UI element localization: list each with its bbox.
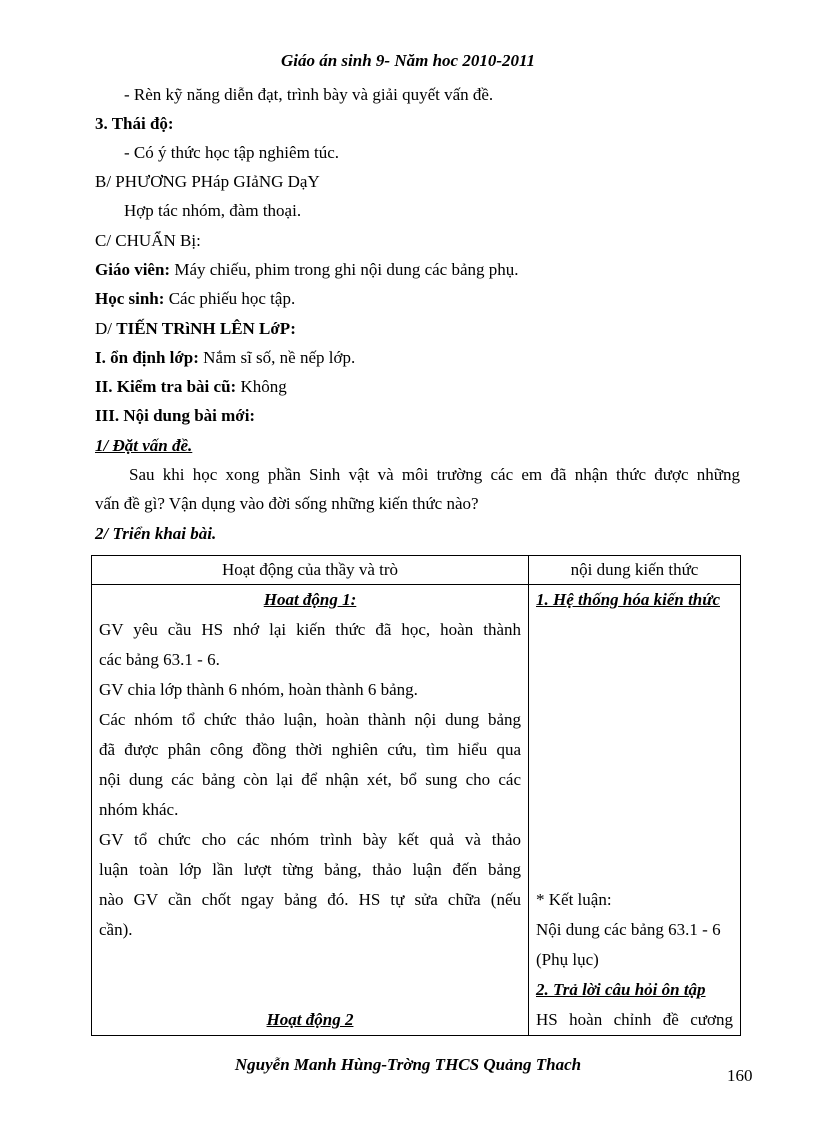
process-heading-prefix: D/ [95, 319, 117, 338]
act1-line: luận toàn lớp lần lượt từng bảng, thảo luận đến bảng [99, 860, 521, 879]
step1-text: Nắm sĩ số, nề nếp lớp. [198, 348, 356, 367]
intro-paragraph-line1: Sau khi học xong phần Sinh vật và môi trường các em đã nhận thức được những [129, 465, 740, 484]
page-number: 160 [727, 1066, 753, 1085]
act1-line: Các nhóm tổ chức thảo luận, hoàn thành nội dung bảng [99, 710, 521, 729]
act1-line: GV chia lớp thành 6 nhóm, hoàn thành 6 bảng. [99, 680, 418, 699]
act1-line: cần). [99, 920, 133, 939]
page-footer: Nguyễn Manh Hùng-Trờng THCS Quảng Thach [234, 1055, 582, 1074]
section1-title: 1. Hệ thống hóa kiến thức [536, 590, 720, 609]
conclusion-label: * Kết luận: [536, 890, 612, 909]
act1-line: GV yêu cầu HS nhớ lại kiến thức đã học, hoàn thành [99, 620, 521, 639]
act1-line: nội dung các bảng còn lại để nhận xét, bổ sung cho các [99, 770, 521, 789]
intro-paragraph-line2: vấn đề gì? Vận dụng vào đời sống những kiến thức nào? [95, 494, 479, 513]
prep-heading: C/ CHUẨN Bị: [95, 231, 201, 250]
act1-line: GV tổ chức cho các nhóm trình bày kết quả và thảo [99, 830, 521, 849]
page-header: Giáo án sinh 9- Năm hoc 2010-2011 [280, 51, 536, 70]
knowledge-cell [529, 585, 741, 1036]
process-heading [95, 319, 296, 339]
col2-header: nội dung kiến thức [529, 556, 741, 585]
act2-title: Hoạt động 2 [266, 1010, 354, 1029]
deploy-heading: 2/ Triển khai bài. [95, 524, 217, 543]
attitude-line: - Có ý thức học tập nghiêm túc. [124, 143, 340, 162]
teacher-text: Máy chiếu, phim trong ghi nội dung các bảng phụ. [170, 260, 519, 279]
method-line: Hợp tác nhóm, đàm thoại. [124, 201, 302, 220]
skills-line: - Rèn kỹ năng diễn đạt, trình bày và giải quyết vấn đề. [124, 85, 494, 104]
student-line [95, 289, 295, 309]
section2-text: HS hoàn chỉnh đề cương [536, 1010, 733, 1029]
act1-line: đã được phân công đồng thời nghiên cứu, tìm hiểu qua [99, 740, 521, 759]
act1-line: các bảng 63.1 - 6. [99, 650, 220, 669]
act1-line: nhóm khác. [99, 800, 179, 819]
teacher-line [95, 260, 519, 280]
method-heading: B/ PHƯƠNG PHáp GIảNG DạY [95, 172, 320, 191]
process-heading-text: TIẾN TRìNH LÊN LớP: [116, 319, 296, 338]
act1-line: nào GV cần chốt ngay bảng đó. HS tự sửa chữa (nếu [99, 890, 521, 909]
step2-label: II. Kiểm tra bài cũ: [95, 377, 237, 396]
conclusion-line: Nội dung các bảng 63.1 - 6 [536, 920, 721, 939]
col1-header: Hoạt động của thầy và trò [92, 556, 529, 585]
table-row [92, 585, 741, 1036]
conclusion-line: (Phụ lục) [536, 950, 599, 969]
student-text: Các phiếu học tập. [164, 289, 296, 308]
step3-heading: III. Nội dung bài mới: [95, 406, 256, 425]
step1-line [95, 348, 355, 368]
lesson-table [91, 555, 741, 1036]
attitude-heading: 3. Thái độ: [95, 114, 174, 133]
activities-cell [92, 585, 529, 1036]
table-header-row [92, 556, 741, 585]
student-label: Học sinh: [95, 289, 165, 308]
section2-title: 2. Trả lời câu hỏi ôn tập [536, 980, 706, 999]
step2-line [95, 377, 287, 397]
step1-label: I. ổn định lớp: [95, 348, 199, 367]
teacher-label: Giáo viên: [95, 260, 171, 279]
intro-heading: 1/ Đặt vấn đề. [95, 436, 193, 455]
step2-text: Không [236, 377, 287, 396]
act1-title: Hoat động 1: [263, 590, 357, 609]
